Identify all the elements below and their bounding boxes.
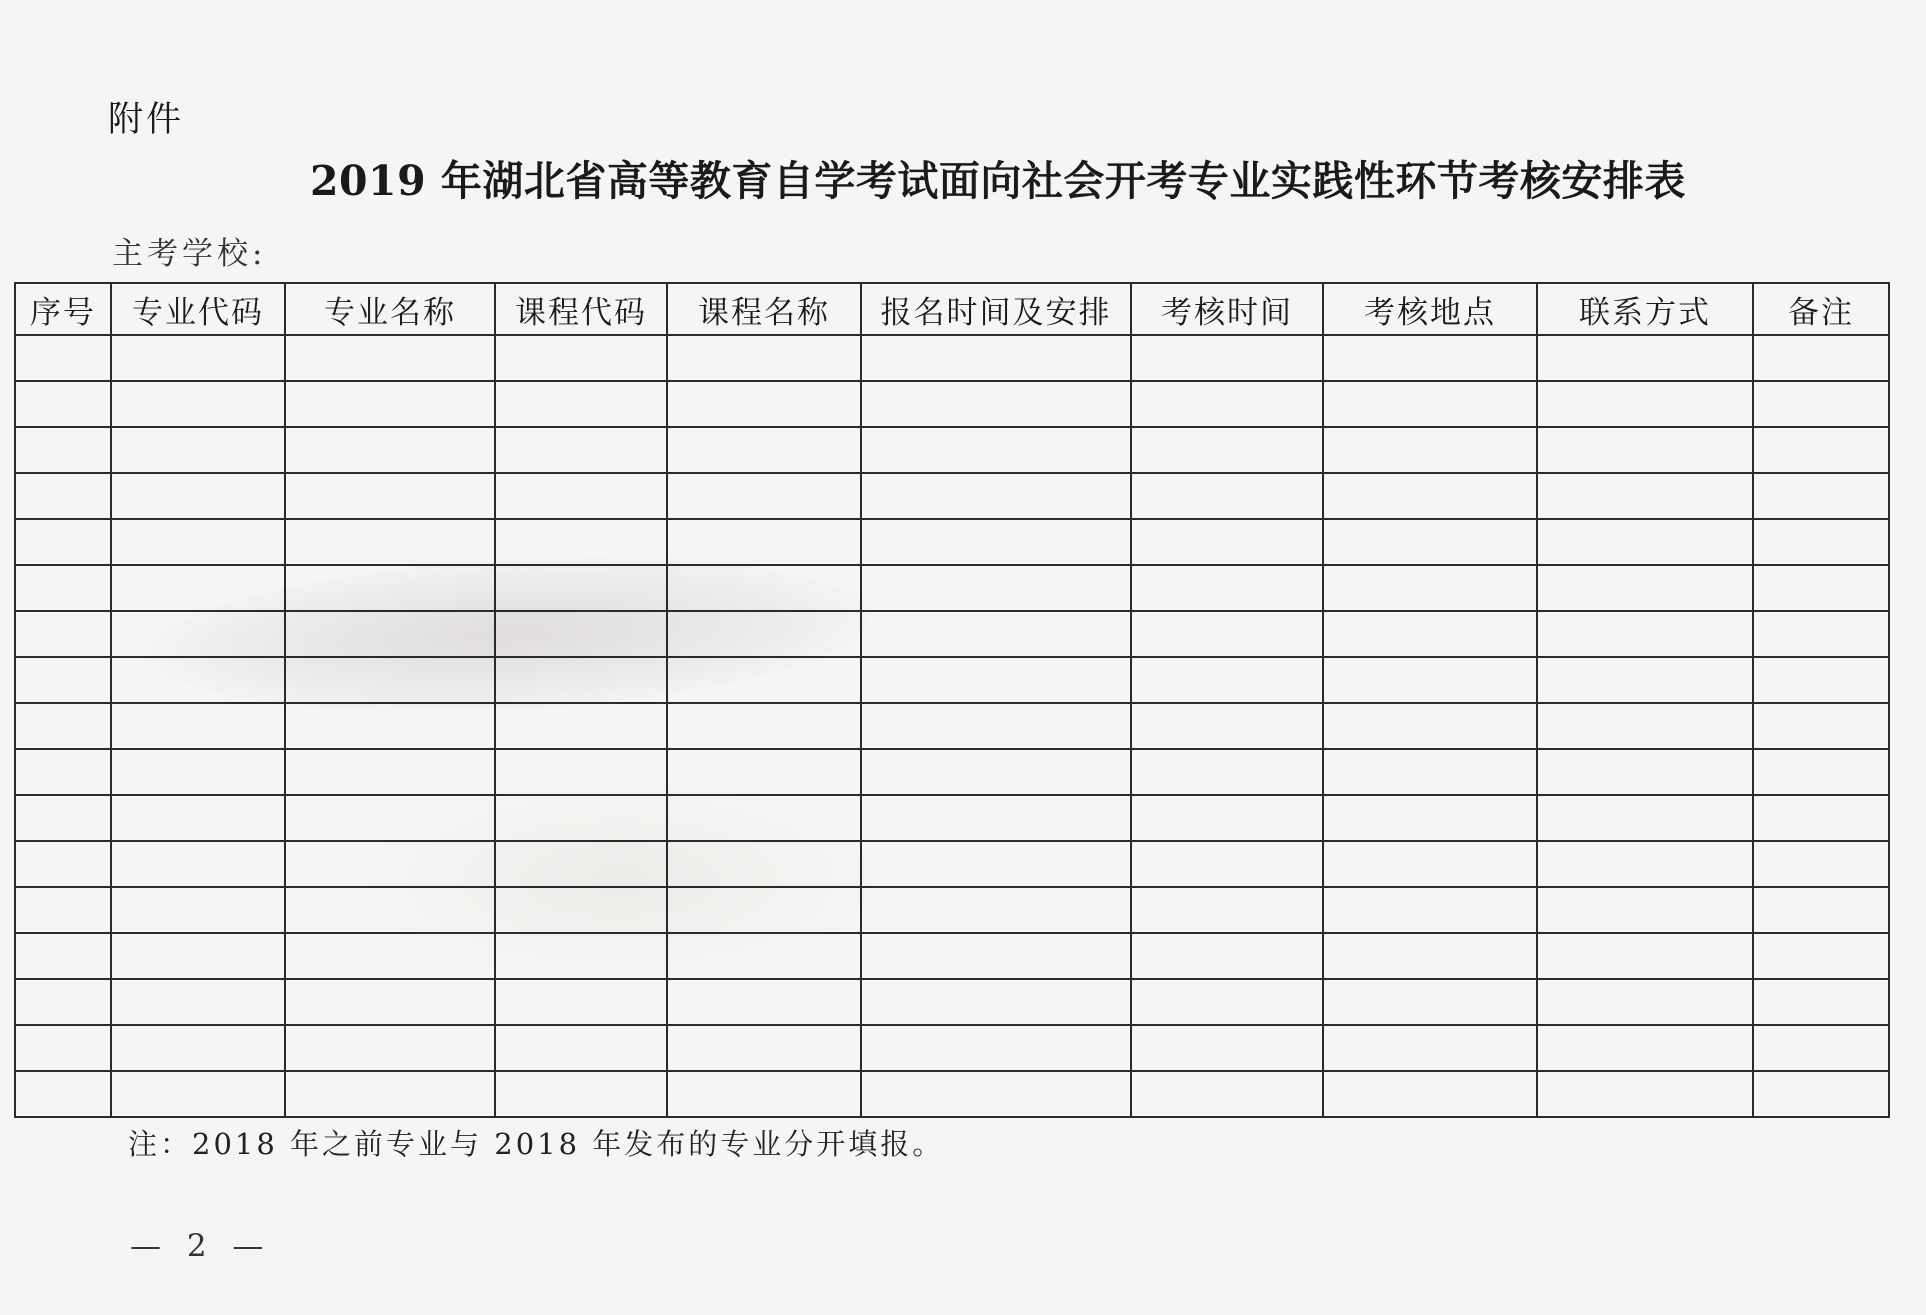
table-cell	[861, 565, 1131, 611]
table-cell	[1131, 381, 1323, 427]
table-cell	[285, 1025, 495, 1071]
table-cell	[1753, 335, 1889, 381]
table-cell	[667, 381, 861, 427]
table-cell	[1537, 565, 1753, 611]
table-cell	[15, 427, 111, 473]
table-cell	[285, 887, 495, 933]
table-cell	[1753, 749, 1889, 795]
table-cell	[1323, 473, 1537, 519]
table-cell	[111, 1025, 285, 1071]
table-cell	[495, 657, 667, 703]
table-cell	[1537, 1025, 1753, 1071]
table-row	[15, 795, 1889, 841]
schedule-table	[14, 282, 1890, 1118]
table-cell	[1537, 427, 1753, 473]
table-cell	[667, 1025, 861, 1071]
table-cell	[15, 657, 111, 703]
header-cell: 专业名称	[285, 283, 495, 335]
table-cell	[495, 933, 667, 979]
table-cell	[1131, 979, 1323, 1025]
table-cell	[1323, 887, 1537, 933]
table-cell	[1131, 335, 1323, 381]
table-cell	[1323, 381, 1537, 427]
table-cell	[1323, 749, 1537, 795]
table-cell	[111, 703, 285, 749]
table-cell	[1131, 795, 1323, 841]
table-cell	[285, 335, 495, 381]
table-cell	[495, 703, 667, 749]
table-cell	[285, 1071, 495, 1117]
table-cell	[111, 519, 285, 565]
table-cell	[861, 427, 1131, 473]
table-cell	[1753, 611, 1889, 657]
table-cell	[1537, 887, 1753, 933]
table-cell	[667, 795, 861, 841]
table-cell	[667, 1071, 861, 1117]
table-cell	[667, 335, 861, 381]
table-cell	[1537, 979, 1753, 1025]
table-cell	[111, 335, 285, 381]
table-row	[15, 657, 1889, 703]
table-cell	[495, 611, 667, 657]
table-cell	[1323, 335, 1537, 381]
table-cell	[1537, 749, 1753, 795]
table-cell	[285, 427, 495, 473]
table-cell	[495, 473, 667, 519]
table-cell	[1131, 887, 1323, 933]
table-cell	[1753, 1025, 1889, 1071]
table-cell	[1753, 979, 1889, 1025]
table-cell	[1323, 795, 1537, 841]
table-cell	[1537, 381, 1753, 427]
table-cell	[1753, 703, 1889, 749]
table-row	[15, 841, 1889, 887]
school-label: 主考学校:	[112, 236, 267, 272]
table-cell	[111, 381, 285, 427]
table-cell	[15, 381, 111, 427]
header-cell: 专业代码	[111, 283, 285, 335]
table-cell	[15, 749, 111, 795]
table-cell	[1753, 887, 1889, 933]
table-cell	[861, 519, 1131, 565]
table-cell	[285, 979, 495, 1025]
table-cell	[1323, 565, 1537, 611]
table-cell	[1537, 519, 1753, 565]
table-cell	[861, 887, 1131, 933]
header-cell: 考核时间	[1131, 283, 1323, 335]
table-cell	[285, 749, 495, 795]
table-cell	[861, 611, 1131, 657]
table-row	[15, 335, 1889, 381]
table-cell	[111, 887, 285, 933]
table-cell	[667, 841, 861, 887]
table-cell	[1131, 427, 1323, 473]
table-cell	[495, 565, 667, 611]
table-cell	[1323, 657, 1537, 703]
table-cell	[1323, 1025, 1537, 1071]
table-cell	[285, 381, 495, 427]
table-cell	[285, 933, 495, 979]
table-cell	[15, 933, 111, 979]
table-cell	[111, 795, 285, 841]
table-cell	[667, 887, 861, 933]
table-cell	[285, 795, 495, 841]
table-row	[15, 473, 1889, 519]
table-cell	[1753, 427, 1889, 473]
header-cell: 序号	[15, 283, 111, 335]
header-cell: 报名时间及安排	[861, 283, 1131, 335]
table-cell	[1323, 1071, 1537, 1117]
table-cell	[1131, 519, 1323, 565]
table-cell	[15, 887, 111, 933]
table-cell	[861, 933, 1131, 979]
table-row	[15, 933, 1889, 979]
table-cell	[667, 979, 861, 1025]
table-row	[15, 519, 1889, 565]
table-cell	[1753, 841, 1889, 887]
table-cell	[1131, 565, 1323, 611]
table-cell	[111, 749, 285, 795]
table-cell	[861, 979, 1131, 1025]
table-cell	[495, 519, 667, 565]
table-cell	[1323, 703, 1537, 749]
table-cell	[1131, 703, 1323, 749]
table-cell	[1131, 841, 1323, 887]
footnote: 注：2018 年之前专业与 2018 年发布的专业分开填报。	[128, 1127, 945, 1161]
table-cell	[1131, 749, 1323, 795]
header-cell: 考核地点	[1323, 283, 1537, 335]
table-cell	[111, 979, 285, 1025]
table-cell	[495, 887, 667, 933]
table-cell	[1753, 381, 1889, 427]
table-cell	[1131, 933, 1323, 979]
table-cell	[15, 565, 111, 611]
table-cell	[495, 749, 667, 795]
table-cell	[495, 1025, 667, 1071]
table-cell	[667, 519, 861, 565]
header-cell: 备注	[1753, 283, 1889, 335]
table-cell	[861, 1071, 1131, 1117]
table-cell	[111, 473, 285, 519]
table-cell	[1131, 657, 1323, 703]
table-body	[15, 335, 1889, 1117]
table-cell	[15, 841, 111, 887]
table-row	[15, 1025, 1889, 1071]
table-cell	[495, 381, 667, 427]
table-cell	[285, 473, 495, 519]
table-row	[15, 703, 1889, 749]
table-row	[15, 611, 1889, 657]
table-row	[15, 381, 1889, 427]
table-cell	[15, 795, 111, 841]
table-cell	[285, 565, 495, 611]
table-cell	[667, 473, 861, 519]
table-cell	[495, 335, 667, 381]
table-cell	[495, 841, 667, 887]
table-cell	[1537, 473, 1753, 519]
table-cell	[1323, 427, 1537, 473]
table-cell	[667, 703, 861, 749]
table-cell	[1537, 1071, 1753, 1117]
table-row	[15, 887, 1889, 933]
table-cell	[495, 795, 667, 841]
table-cell	[111, 1071, 285, 1117]
table-cell	[1323, 611, 1537, 657]
table-cell	[111, 657, 285, 703]
table-cell	[285, 657, 495, 703]
table-cell	[495, 427, 667, 473]
table-cell	[861, 749, 1131, 795]
table-cell	[1753, 1071, 1889, 1117]
table-cell	[15, 519, 111, 565]
table-cell	[667, 427, 861, 473]
table-cell	[1537, 703, 1753, 749]
table-cell	[861, 795, 1131, 841]
table-row	[15, 1071, 1889, 1117]
table-cell	[861, 841, 1131, 887]
header-cell: 联系方式	[1537, 283, 1753, 335]
table-row	[15, 565, 1889, 611]
table-cell	[285, 703, 495, 749]
table-cell	[1537, 933, 1753, 979]
table-cell	[861, 473, 1131, 519]
table-cell	[667, 749, 861, 795]
table-cell	[285, 611, 495, 657]
table-cell	[111, 427, 285, 473]
table-cell	[667, 657, 861, 703]
table-cell	[1537, 611, 1753, 657]
table-cell	[1323, 979, 1537, 1025]
table-cell	[861, 657, 1131, 703]
table-cell	[111, 933, 285, 979]
attachment-label: 附件	[108, 100, 185, 140]
table-cell	[1753, 473, 1889, 519]
table-row	[15, 979, 1889, 1025]
table-cell	[861, 703, 1131, 749]
table-cell	[15, 611, 111, 657]
table-cell	[15, 1071, 111, 1117]
table-cell	[1131, 611, 1323, 657]
table-cell	[1323, 841, 1537, 887]
table-cell	[1753, 657, 1889, 703]
table-row	[15, 427, 1889, 473]
page-number: — 2 —	[130, 1228, 272, 1264]
table-cell	[285, 841, 495, 887]
table-cell	[15, 703, 111, 749]
table-cell	[1323, 933, 1537, 979]
table-cell	[1537, 657, 1753, 703]
table-cell	[1131, 1071, 1323, 1117]
table-cell	[667, 565, 861, 611]
table-cell	[495, 1071, 667, 1117]
table-cell	[861, 335, 1131, 381]
table-cell	[285, 519, 495, 565]
table-cell	[861, 1025, 1131, 1071]
table-cell	[1131, 1025, 1323, 1071]
table-cell	[1537, 841, 1753, 887]
table-cell	[111, 565, 285, 611]
table-cell	[111, 611, 285, 657]
table-cell	[15, 335, 111, 381]
table-cell	[1753, 795, 1889, 841]
header-cell: 课程名称	[667, 283, 861, 335]
table-cell	[667, 611, 861, 657]
table-cell	[111, 841, 285, 887]
document-title: 2019 年湖北省高等教育自学考试面向社会开考专业实践性环节考核安排表	[310, 157, 1686, 205]
table-row	[15, 749, 1889, 795]
table-cell	[1131, 473, 1323, 519]
table-cell	[495, 979, 667, 1025]
table-cell	[15, 473, 111, 519]
table-cell	[1537, 795, 1753, 841]
table-cell	[1753, 565, 1889, 611]
table-header-row	[15, 283, 1889, 335]
table-cell	[667, 933, 861, 979]
table-cell	[1323, 519, 1537, 565]
table-cell	[1753, 519, 1889, 565]
table-cell	[1537, 335, 1753, 381]
table-cell	[15, 1025, 111, 1071]
table-cell	[1753, 933, 1889, 979]
table-cell	[15, 979, 111, 1025]
table-cell	[861, 381, 1131, 427]
header-cell: 课程代码	[495, 283, 667, 335]
